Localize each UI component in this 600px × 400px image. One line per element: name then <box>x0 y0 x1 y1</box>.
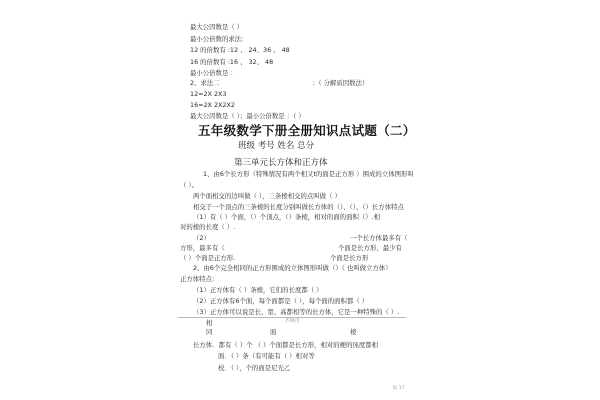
q1-line9-right: 个面是长方形 <box>330 254 369 262</box>
q2-line2: 正方体特点： <box>180 275 219 283</box>
lcm-label: 最小公倍数是 ： <box>190 69 237 77</box>
page-title: 五年级数学下册全册知识点试题（二） <box>198 123 416 138</box>
method2-label: 2、求法二 <box>190 79 220 87</box>
lcm-method-label: 最小公倍数的求法： <box>190 35 248 43</box>
table-col2: 不同点 <box>284 318 300 324</box>
multiples-16: 16 的倍数有 :16 、 32、 48 <box>190 58 274 66</box>
table-col1: 相 <box>206 319 213 327</box>
unit-title: 第三单元长方体和正方体 <box>234 158 328 168</box>
q1-line5: （1）有（ ）个面，（）个顶点，（）条棱，相对的面的面积（）.相 <box>193 213 381 221</box>
q1-line3: 两个面相交的边叫做（ ），三条棱相交的点叫做（ ） <box>193 192 341 200</box>
q2-item2: （2）正方体有6个面，每个面都是（ ），每个面的面积都（ ） <box>193 297 369 305</box>
q1-line1: 1、由6个长方形（特殊情况有两个相又t的面是正方形 ）围成的立体图形叫 <box>203 170 414 178</box>
q1-line7-right: 一个长方体最多有（ <box>350 234 408 242</box>
factor-12: 12=2X 2X3 <box>190 90 227 98</box>
table-row5: 校．（ ），个的面是尼光乙 <box>218 364 291 372</box>
multiples-12: 12 的倍数有 :12 、 24、36 、 48 <box>190 46 290 54</box>
method2-note: ：（ 分解质因数法） <box>312 79 369 87</box>
q1-line2: （ ）。 <box>180 181 199 189</box>
page-number: 6/ 17 <box>393 386 405 391</box>
q1-line6: 对的棱的长度（ ）. <box>180 223 236 231</box>
q1-line8-left: 方形，最多有（ <box>180 244 225 252</box>
q2-item1: （1）正方体有（ ）条棱，它们的长度都（ ） <box>193 286 323 294</box>
gcd-label: 最大公因数是（ ） <box>190 23 244 31</box>
table-row4: 面．（ ）条（有可能有（ ）相对等 <box>218 352 315 360</box>
table-row2-c2: 面 <box>270 328 277 336</box>
factor-16: 16=2X 2X2X2 <box>190 101 235 109</box>
q1-line7-left: （2） <box>193 234 210 242</box>
gcd-lcm-line: 最大公因数是（ ）；最小公倍数是 ：（ ） <box>190 112 305 120</box>
info-line: 班级 考号 姓名 总分 <box>238 141 315 151</box>
q1-line8-right: 个面是长方形，最少有 <box>338 244 402 252</box>
table-row2-c1: 同 <box>206 328 213 336</box>
q2-line1: 2、由6个完全相同的正方形围成的立体图形叫做（）（ 也叫做立方体） <box>193 264 392 272</box>
q1-line9-left: （ ）个面是正方形. <box>180 254 236 262</box>
q1-line4: 相交于一个顶点的三条棱的长度分别叫做长方体的（）、（）、（）长方体特点 <box>193 203 404 211</box>
q2-item3: （3）正方体可以说是长、宽、高都相等的长方体，它是一种特殊的（ ）. <box>193 308 400 316</box>
table-row2-c3: 棱 <box>350 328 357 336</box>
table-row3: 长方体．都有（ ）个 （ ）个面都是长方形，相对的梗的饨度都相 <box>193 341 379 349</box>
